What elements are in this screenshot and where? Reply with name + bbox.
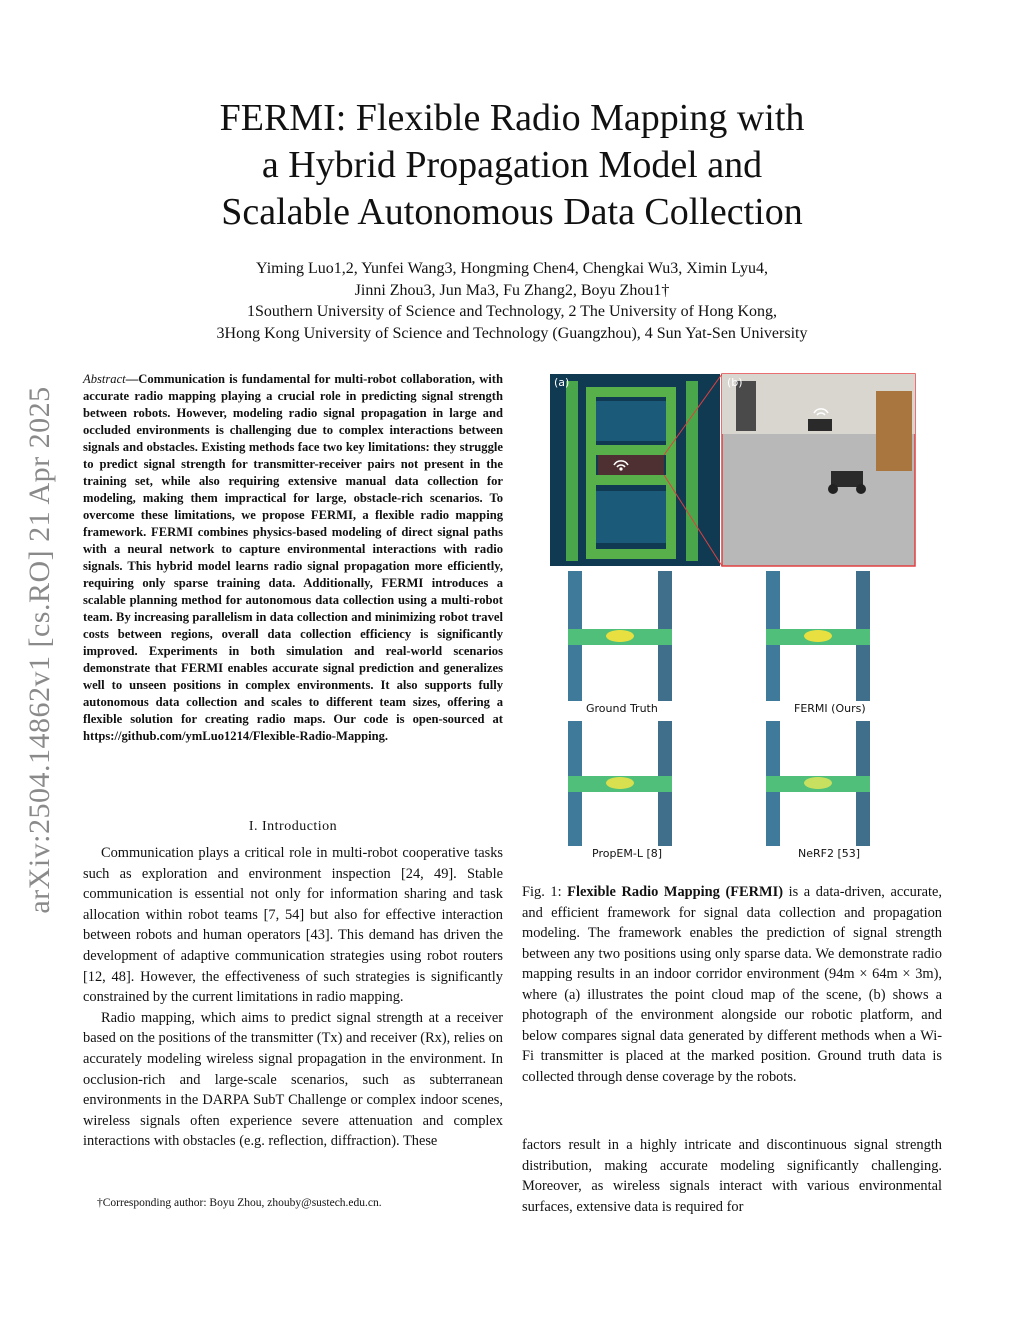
label-ground-truth: Ground Truth <box>586 702 658 715</box>
label-propem: PropEM-L [8] <box>592 847 663 860</box>
caption-text: is a data-driven, accurate, and efficient framework for signal data collection and propagation modeling. The framework enables the prediction of signal strength between any two positions using only sparse data. We demonstrate radio mapping results in an indoor corridor environment (94m × 64m × 3m), where (a) illustrates the point cloud map of the scene, (b) shows a photograph of the environment alongside our robotic platform, and below compares signal data generated by different methods when a Wi-Fi transmitter is placed at the marked position. Ground truth data is collected through dense coverage by the robots. <box>522 884 942 1085</box>
point-cloud-map <box>550 374 722 566</box>
title-line-2: a Hybrid Propagation Model and <box>261 144 763 186</box>
arxiv-identifier: arXiv:2504.14862v1 [cs.RO] 21 Apr 2025 <box>23 386 56 914</box>
heatmap-nerf2 <box>766 721 870 846</box>
heatmap-fermi <box>766 571 870 701</box>
title-line-3: Scalable Autonomous Data Collection <box>221 191 803 233</box>
footnote: †Corresponding author: Boyu Zhou, zhouby@sustech.edu.cn. <box>97 1197 382 1209</box>
caption-bold: Flexible Radio Mapping (FERMI) <box>567 884 784 900</box>
figure-caption <box>522 882 942 1087</box>
affiliation-line-2: 3Hong Kong University of Science and Technology (Guangzhou), 4 Sun Yat-Sen University <box>216 324 808 342</box>
abstract-label: Abstract <box>83 372 126 386</box>
title-line-1: FERMI: Flexible Radio Mapping with <box>219 97 805 139</box>
intro-body <box>83 843 503 1152</box>
right-column-body: factors result in a highly intricate and discontinuous signal strength distribution, making accurate modeling significantly challenging. Moreover, as wireless signals interact with various environmental surfaces, extensive data is required for <box>522 1137 942 1215</box>
heatmap-ground-truth <box>568 571 672 701</box>
affiliation-line-1: 1Southern University of Science and Technology, 2 The University of Hong Kong, <box>246 303 778 320</box>
label-fermi: FERMI (Ours) <box>794 702 866 715</box>
figure-1 <box>546 371 918 871</box>
abstract <box>83 371 503 745</box>
authors-line-2: Jinni Zhou3, Jun Ma3, Fu Zhang2, Boyu Zhou1† <box>354 281 670 299</box>
panel-b-label: (b) <box>727 376 743 389</box>
intro-paragraph-2: Radio mapping, which aims to predict signal strength at a receiver based on the positions of the transmitter (Tx) and receiver (Rx), relies on accurately modeling wireless signal propagation in the environment. In occlusion-rich and large-scale scenarios, such as subterranean environments in the DARPA SubT Challenge or complex indoor scenes, wireless signals often experience severe attenuation and complex interactions with obstacles (e.g. reflection, diffraction). These <box>83 1009 503 1150</box>
intro-paragraph-1: Communication plays a critical role in multi-robot cooperative tasks such as exploration and environment inspection [24, 49]. Stable communication is essential not only for information sharing and task allocation within robot teams [7, 54] but also for effective interaction between robots and human operators [43]. This demand has driven the development of adaptive communication strategies using robot routers [12, 48]. However, the effectiveness of such strategies is significantly constrained by the current limitations in radio mapping. <box>83 845 503 1006</box>
authors-line-1: Yiming Luo1,2, Yunfei Wang3, Hongming Chen4, Chengkai Wu3, Ximin Lyu4, <box>256 260 768 277</box>
caption-prefix: Fig. 1: <box>522 884 568 900</box>
abstract-text: —Communication is fundamental for multi-robot collaboration, with accurate radio mapping playing a crucial role in predicting signal strength between robots. However, modeling radio signal propagation in large and occluded environments is challenging due to complex interactions between signals and obstacles. Existing methods face two key limitations: they struggle to predict signal strength for transmitter-receiver pairs not present in the training set, while also requiring extensive manual data collection for modeling, making them impractical for large, obstacle-rich scenarios. To overcome these limitations, we propose FERMI, a flexible radio mapping framework. FERMI combines physics-based modeling of direct signal paths with a neural network to capture environmental interactions with radio signals. This hybrid model learns radio signal propagation more efficiently, requiring only sparse training data. Additionally, FERMI introduces a scalable planning method for autonomous data collection using a multi-robot team. By increasing parallelism in data collection and minimizing robot travel costs between regions, overall data collection efficiency is significantly improved. Experiments in both simulation and real-world scenarios demonstrate that FERMI enables accurate signal prediction and generalizes well to unseen positions in complex environments. It also supports fully autonomous data collection and scales to different team sizes, offering a flexible solution for creating radio maps. Our code is open-sourced at https://github.com/ymLuo1214/Flexible-Radio-Mapping. <box>83 372 503 743</box>
paper-title <box>120 95 904 236</box>
panel-a-label: (a) <box>554 376 570 389</box>
section-heading: I. Introduction <box>248 819 338 834</box>
robot-photo <box>722 374 915 566</box>
heatmap-propem <box>568 721 672 846</box>
label-nerf2: NeRF2 [53] <box>798 847 861 860</box>
author-block <box>120 258 904 344</box>
